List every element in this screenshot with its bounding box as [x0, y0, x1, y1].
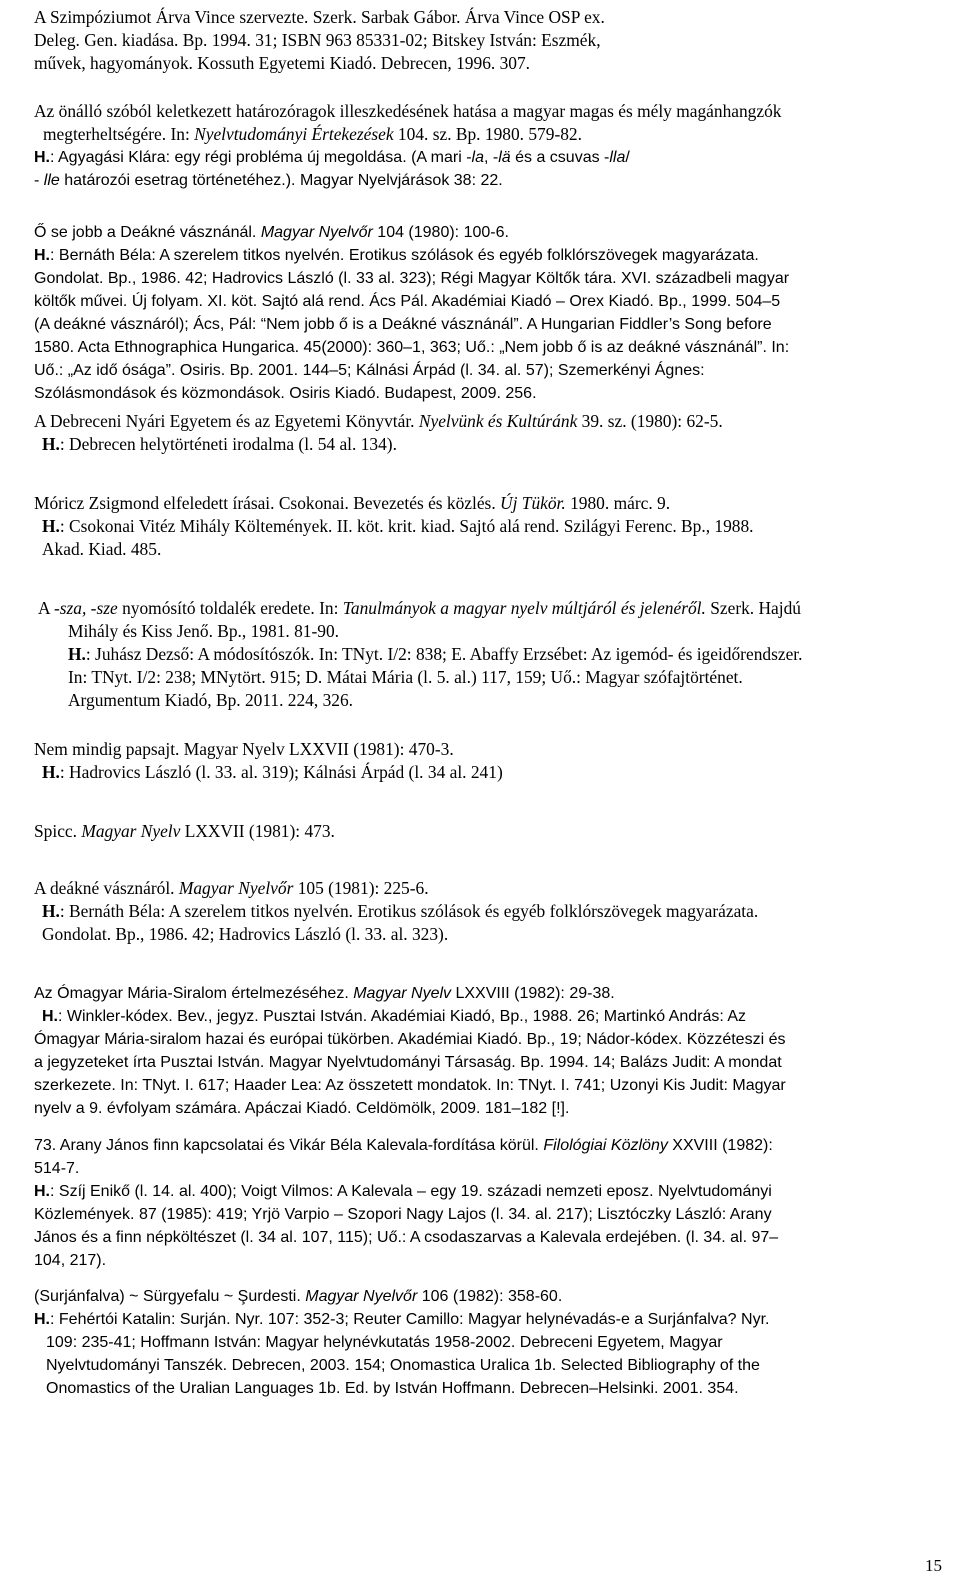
bib-entry-12: [34, 1285, 934, 1400]
bib-entry-4: [34, 410, 934, 456]
bib-entry-9: [34, 877, 934, 946]
text-segment: Móricz Zsigmond elfeledett írásai. Csokonai. Bevezetés és közlés.: [34, 493, 501, 513]
entry-line: [34, 597, 934, 620]
italic-title: Magyar Nyelvőr: [260, 224, 373, 241]
entry-line: [34, 666, 934, 689]
entry-line: [34, 1074, 934, 1097]
h-marker: H.: [42, 901, 60, 921]
entry-line: [34, 169, 934, 192]
entry-line: [34, 923, 934, 946]
text-segment: megterheltségére. In:: [43, 124, 195, 144]
h-marker: H.: [42, 434, 60, 454]
text-segment: : Csokonai Vitéz Mihály Költemények. II. köt. krit. kiad. Sajtó alá rend. Szilágyi Ferenc. Bp., 1988.: [59, 516, 754, 536]
entry-line: [34, 336, 934, 359]
bib-entry-2: [34, 100, 934, 192]
entry-line: [34, 689, 934, 712]
h-marker: H.: [42, 762, 60, 782]
text-segment: művek, hagyományok. Kossuth Egyetemi Kiadó. Debrecen, 1996. 307.: [34, 53, 531, 73]
text-segment: 106 (1982): 358-60.: [417, 1288, 563, 1305]
text-segment: : Agyagási Klára: egy régi probléma új megoldása. (A mari -: [50, 149, 472, 166]
entry-line: [34, 620, 934, 643]
h-marker: H.: [34, 149, 50, 166]
entry-line: [34, 1180, 934, 1203]
text-segment: : Juhász Dezső: A módosítószók. In: TNyt. I/2: 838; E. Abaffy Erzsébet: Az igemód- és igeidőrendszer.: [85, 644, 803, 664]
italic-title: Filológiai Közlöny: [543, 1137, 668, 1154]
entry-line: [34, 100, 934, 123]
text-segment: költők művei. Új folyam. XI. köt. Sajtó alá rend. Ács Pál. Akadémiai Kiadó – Orex Kiadó. Bp., 1999. 504–5: [34, 293, 781, 310]
text-segment: In: TNyt. I/2: 238; MNytört. 915; D. Mátai Mária (l. 5. al.) 117, 159; Uő.: Magyar szófajtörténet.: [68, 667, 743, 687]
italic-title: lle: [43, 172, 60, 189]
text-segment: A Szimpóziumot Árva Vince szervezte. Szerk. Sarbak Gábor. Árva Vince OSP ex.: [34, 7, 605, 27]
entry-line: [34, 643, 934, 666]
text-segment: és a csuvas -: [510, 149, 610, 166]
italic-title: lla: [609, 149, 626, 166]
text-segment: Gondolat. Bp., 1986. 42; Hadrovics László (l. 33 al. 323); Régi Magyar Költők tára. XVI. századbeli magyar: [34, 270, 790, 287]
entry-line: [34, 1051, 934, 1074]
italic-title: Magyar Nyelvőr: [305, 1288, 418, 1305]
entry-line: [34, 382, 934, 405]
text-segment: Az Ómagyar Mária-Siralom értelmezéséhez.: [34, 985, 354, 1002]
italic-title: Új Tükör.: [500, 493, 566, 513]
text-segment: : Szíj Enikő (l. 14. al. 400); Voigt Vilmos: A Kalevala – egy 19. századi nemzeti eposz. Nyelvtudományi: [50, 1183, 772, 1200]
text-segment: : Winkler-kódex. Bev., jegyz. Pusztai István. Akadémiai Kiadó, Bp., 1988. 26; Martinkó András: Az: [58, 1008, 747, 1025]
h-marker: H.: [34, 1183, 50, 1200]
entry-line: [34, 146, 934, 169]
text-segment: : Bernáth Béla: A szerelem titkos nyelvén. Erotikus szólások és egyéb folklórszövegek magyarázata.: [59, 901, 759, 921]
text-segment: János és a finn népköltészet (l. 34 al. 107, 115); Uő.: A csodaszarvas a Kalevala erdejében. (l. 34. al. 97–: [34, 1229, 779, 1246]
text-segment: Spicc.: [34, 821, 82, 841]
italic-title: Tanulmányok a magyar nyelv múltjáról és jelenéről.: [342, 598, 706, 618]
text-segment: , -: [484, 149, 499, 166]
entry-line: [34, 538, 934, 561]
italic-title: Magyar Nyelv: [353, 985, 452, 1002]
text-segment: : Bernáth Béla: A szerelem titkos nyelvén. Erotikus szólások és egyéb folklórszövegek magyarázata.: [50, 247, 759, 264]
text-segment: -: [34, 172, 44, 189]
bib-entry-5: [34, 492, 934, 561]
text-segment: 104. sz. Bp. 1980. 579-82.: [393, 124, 582, 144]
text-segment: Deleg. Gen. kiadása. Bp. 1994. 31; ISBN 963 85331-02; Bitskey István: Eszmék,: [34, 30, 601, 50]
text-segment: (Surjánfalva) ~ Sürgyefalu ~ Şurdesti.: [34, 1288, 306, 1305]
text-segment: 109: 235-41; Hoffmann István: Magyar helynévkutatás 1958-2002. Debreceni Egyetem, Magyar: [46, 1334, 723, 1351]
entry-line: [34, 359, 934, 382]
text-segment: Szólásmondások és közmondások. Osiris Kiadó. Budapest, 2009. 256.: [34, 385, 537, 402]
text-segment: : Hadrovics László (l. 33. al. 319); Kálnási Árpád (l. 34 al. 241): [59, 762, 503, 782]
text-segment: A deákné vásznáról.: [34, 878, 179, 898]
italic-title: lä: [498, 149, 511, 166]
entry-line: [34, 1134, 934, 1157]
entry-line: [34, 515, 934, 538]
text-segment: a jegyzeteket írta Pusztai István. Magyar Nyelvtudományi Társaság. Bp. 1994. 14; Balázs Judit: A mondat: [34, 1054, 782, 1071]
text-segment: határozói esetrag történetéhez.). Magyar Nyelvjárások 38: 22.: [59, 172, 503, 189]
bib-entry-6: [34, 597, 934, 712]
entry-line: [34, 221, 934, 244]
text-segment: nyelv a 9. évfolyam számára. Apáczai Kiadó. Celdömölk, 2009. 181–182 [!].: [34, 1100, 570, 1117]
page-number: 15: [925, 1556, 942, 1575]
entry-line: [34, 29, 934, 52]
text-segment: Nem mindig papsajt. Magyar Nyelv LXXVII (1981): 470-3.: [34, 739, 454, 759]
text-segment: Ómagyar Mária-siralom hazai és európai tükörben. Akadémiai Kiadó. Bp., 19; Nádor-kódex. Közzéteszi és: [34, 1031, 786, 1048]
text-segment: 73. Arany János finn kapcsolatai és Vikár Béla Kalevala-fordítása körül.: [34, 1137, 544, 1154]
entry-line: [34, 982, 934, 1005]
text-segment: Akad. Kiad. 485.: [42, 539, 162, 559]
text-segment: : Fehértói Katalin: Surján. Nyr. 107: 352-3; Reuter Camillo: Magyar helynévadás-e a Surjánfalva? Nyr.: [50, 1311, 770, 1328]
text-segment: nyomósító toldalék eredete. In:: [117, 598, 343, 618]
text-segment: 1980. márc. 9.: [565, 493, 671, 513]
entry-line: [34, 290, 934, 313]
entry-line: [34, 1005, 934, 1028]
text-segment: 105 (1981): 225-6.: [293, 878, 429, 898]
h-marker: H.: [34, 247, 50, 264]
text-segment: /: [625, 149, 630, 166]
h-marker: H.: [42, 516, 60, 536]
text-segment: LXXVII (1981): 473.: [180, 821, 335, 841]
bib-entry-8: [34, 820, 934, 843]
entry-line: [34, 738, 934, 761]
text-segment: Gondolat. Bp., 1986. 42; Hadrovics László (l. 33. al. 323).: [42, 924, 449, 944]
text-segment: Ő se jobb a Deákné vásznánál.: [34, 224, 261, 241]
text-segment: : Debrecen helytörténeti irodalma (l. 54 al. 134).: [59, 434, 397, 454]
entry-line: [34, 1249, 934, 1272]
entry-line: [34, 123, 934, 146]
entry-line: [34, 1097, 934, 1120]
italic-title: Nyelvtudományi Értekezések: [194, 124, 394, 144]
text-segment: A Debreceni Nyári Egyetem és az Egyetemi Könyvtár.: [34, 411, 419, 431]
entry-line: [34, 1308, 934, 1331]
h-marker: H.: [34, 1311, 50, 1328]
text-segment: 104 (1980): 100-6.: [372, 224, 509, 241]
text-segment: 1580. Acta Ethnographica Hungarica. 45(2000): 360–1, 363; Uő.: „Nem jobb ő is az deákné vásznánál”. In:: [34, 339, 790, 356]
bib-entry-3: [34, 221, 934, 405]
entry-line: [34, 6, 934, 29]
text-segment: XXVIII (1982):: [667, 1137, 773, 1154]
text-segment: 39. sz. (1980): 62-5.: [577, 411, 723, 431]
text-segment: LXXVIII (1982): 29-38.: [451, 985, 615, 1002]
entry-line: [34, 267, 934, 290]
entry-line: [34, 1331, 934, 1354]
entry-line: [34, 410, 934, 433]
entry-line: [34, 313, 934, 336]
italic-title: Magyar Nyelv: [81, 821, 181, 841]
text-segment: Nyelvtudományi Tanszék. Debrecen, 2003. 154; Onomastica Uralica 1b. Selected Bibliography of the: [46, 1357, 760, 1374]
entry-line: [34, 1285, 934, 1308]
entry-line: [34, 820, 934, 843]
text-segment: szerkezete. In: TNyt. I. 617; Haader Lea: Az összetett mondatok. In: TNyt. I. 741; Uzonyi Kis Judit: Magyar: [34, 1077, 786, 1094]
entry-line: [34, 1028, 934, 1051]
text-segment: Argumentum Kiadó, Bp. 2011. 224, 326.: [68, 690, 354, 710]
entry-line: [34, 433, 934, 456]
bib-entry-1: [34, 6, 934, 75]
text-segment: Közlemények. 87 (1985): 419; Yrjö Varpio – Szopori Nagy Lajos (l. 34. al. 217); Lisztóczky László: Arany: [34, 1206, 772, 1223]
entry-line: [34, 1354, 934, 1377]
text-segment: A -: [38, 598, 60, 618]
bib-entry-7: [34, 738, 934, 784]
italic-title: sza, -sze: [59, 598, 118, 618]
entry-line: [34, 761, 934, 784]
entry-line: [34, 1226, 934, 1249]
entry-line: [34, 1203, 934, 1226]
text-segment: (A deákné vásznáról); Ács, Pál: “Nem jobb ő is a Deákné vásznánál”. A Hungarian Fiddler’s Song before: [34, 316, 772, 333]
italic-title: Magyar Nyelvőr: [178, 878, 294, 898]
entry-line: [34, 1377, 934, 1400]
entry-line: [34, 52, 934, 75]
bib-entry-11: [34, 1134, 934, 1272]
italic-title: Nyelvünk és Kultúránk: [418, 411, 578, 431]
text-segment: Az önálló szóból keletkezett határozóragok illeszkedésének hatása a magyar magas és mély magánhangzók: [34, 101, 782, 121]
entry-line: [34, 877, 934, 900]
entry-line: [34, 492, 934, 515]
text-segment: 104, 217).: [34, 1252, 107, 1269]
entry-line: [34, 1157, 934, 1180]
entry-line: [34, 244, 934, 267]
italic-title: la: [471, 149, 484, 166]
h-marker: H.: [68, 644, 86, 664]
text-segment: Mihály és Kiss Jenő. Bp., 1981. 81-90.: [68, 621, 339, 641]
text-segment: 514-7.: [34, 1160, 80, 1177]
text-segment: Uő.: „Az idő ósága”. Osiris. Bp. 2001. 144–5; Kálnási Árpád (l. 34. al. 57); Szemerkényi Ágnes:: [34, 362, 705, 379]
text-segment: Szerk. Hajdú: [705, 598, 801, 618]
text-segment: Onomastics of the Uralian Languages 1b. Ed. by István Hoffmann. Debrecen–Helsinki. 2001. 354.: [46, 1380, 739, 1397]
entry-line: [34, 900, 934, 923]
bib-entry-10: [34, 982, 934, 1120]
h-marker: H.: [42, 1008, 58, 1025]
